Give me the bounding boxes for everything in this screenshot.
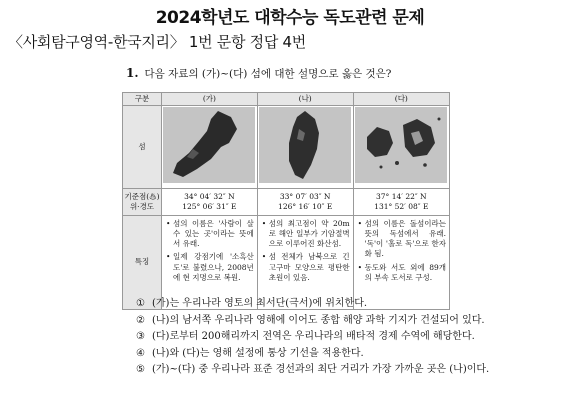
option-1-text: (가)는 우리나라 영토의 최서단(극서)에 위치한다. bbox=[152, 298, 368, 309]
option-2[interactable] bbox=[136, 314, 576, 329]
option-1[interactable] bbox=[136, 297, 576, 312]
option-5-text: (가)~(다) 중 우리나라 표준 경선과의 최단 거리가 가장 가까운 곳은 (나)이다. bbox=[152, 364, 490, 375]
lat-da: 37° 14′ 22″ N bbox=[376, 191, 427, 201]
feature-row bbox=[123, 216, 450, 310]
option-5[interactable] bbox=[136, 363, 576, 378]
page-subtitle: 〈사회탐구영역-한국지리〉 1번 문항 정답 4번 bbox=[8, 33, 306, 51]
option-3[interactable] bbox=[136, 330, 576, 345]
lat-ga: 34° 04′ 32″ N bbox=[184, 191, 235, 201]
feature-ga-1: • 섬의 이름은 '사람이 살 수 있는 곳'이라는 뜻에서 유래. bbox=[173, 219, 254, 249]
coord-da bbox=[353, 189, 449, 216]
header-category: 구분 bbox=[123, 93, 162, 106]
feature-na-2: • 섬 전체가 남북으로 긴 고구마 모양으로 평탄한 초원이 있음. bbox=[269, 252, 350, 282]
option-3-text: (다)로부터 200해리까지 전역은 우리나라의 배타적 경제 수역에 해당한다. bbox=[152, 331, 475, 342]
feature-da-2: • 동도와 서도 외에 89개의 부속 도서로 구성. bbox=[365, 263, 446, 283]
coord-ga bbox=[162, 189, 258, 216]
lon-ga: 125° 06′ 31″ E bbox=[182, 202, 237, 211]
option-2-number: ② bbox=[136, 314, 145, 326]
option-1-number: ① bbox=[136, 298, 145, 309]
option-2-text: (나)의 남서쪽 우리나라 영해에 이어도 종합 해양 과학 기지가 건설되어 있다. bbox=[152, 314, 485, 326]
island-na-image bbox=[257, 106, 353, 189]
option-4-number: ④ bbox=[136, 347, 145, 359]
option-3-number: ③ bbox=[136, 331, 145, 342]
row-label-feature: 특징 bbox=[123, 216, 162, 310]
option-5-number: ⑤ bbox=[136, 364, 145, 375]
table-header-row bbox=[123, 93, 450, 106]
lon-da: 131° 52′ 08″ E bbox=[374, 202, 429, 211]
island-da-image bbox=[353, 106, 449, 189]
answer-options bbox=[136, 297, 576, 380]
feature-da-1: • 섬의 이름은 돌섬이라는 뜻의 독섬에서 유래. '독'이 '홀로 독'으로 한자화 됨. bbox=[365, 219, 446, 260]
feature-na bbox=[257, 216, 353, 310]
feature-ga bbox=[162, 216, 258, 310]
question-number: 1. bbox=[126, 66, 139, 80]
option-4-text: (나)와 (다)는 영해 설정에 통상 기선을 적용한다. bbox=[152, 347, 364, 359]
row-label-coordinate: 기준점(♨) 위·경도 bbox=[123, 189, 162, 216]
feature-da bbox=[353, 216, 449, 310]
question-text: 다음 자료의 (가)~(다) 섬에 대한 설명으로 옳은 것은? bbox=[144, 68, 392, 80]
option-4[interactable] bbox=[136, 347, 576, 362]
header-da: (다) bbox=[353, 93, 449, 106]
question-stem bbox=[126, 66, 391, 81]
header-na: (나) bbox=[257, 93, 353, 106]
coordinate-row bbox=[123, 189, 450, 216]
lat-na: 33° 07′ 03″ N bbox=[279, 191, 331, 201]
island-table bbox=[122, 92, 450, 310]
coord-na bbox=[257, 189, 353, 216]
header-ga: (가) bbox=[162, 93, 258, 106]
page-title: 2024학년도 대학수능 독도관련 문제 bbox=[155, 8, 425, 28]
row-label-island: 섬 bbox=[123, 106, 162, 189]
feature-na-1: • 섬의 최고점이 약 20m로 해안 일부가 기암절벽으로 이루어진 화산섬. bbox=[269, 219, 350, 249]
feature-ga-2: • 일제 강점기에 '소흑산도'로 불렸으나, 2008년에 현 지명으로 복원. bbox=[173, 252, 254, 282]
lon-na: 126° 16′ 10″ E bbox=[278, 202, 333, 211]
island-ga-image bbox=[162, 106, 258, 189]
island-image-row bbox=[123, 106, 450, 189]
